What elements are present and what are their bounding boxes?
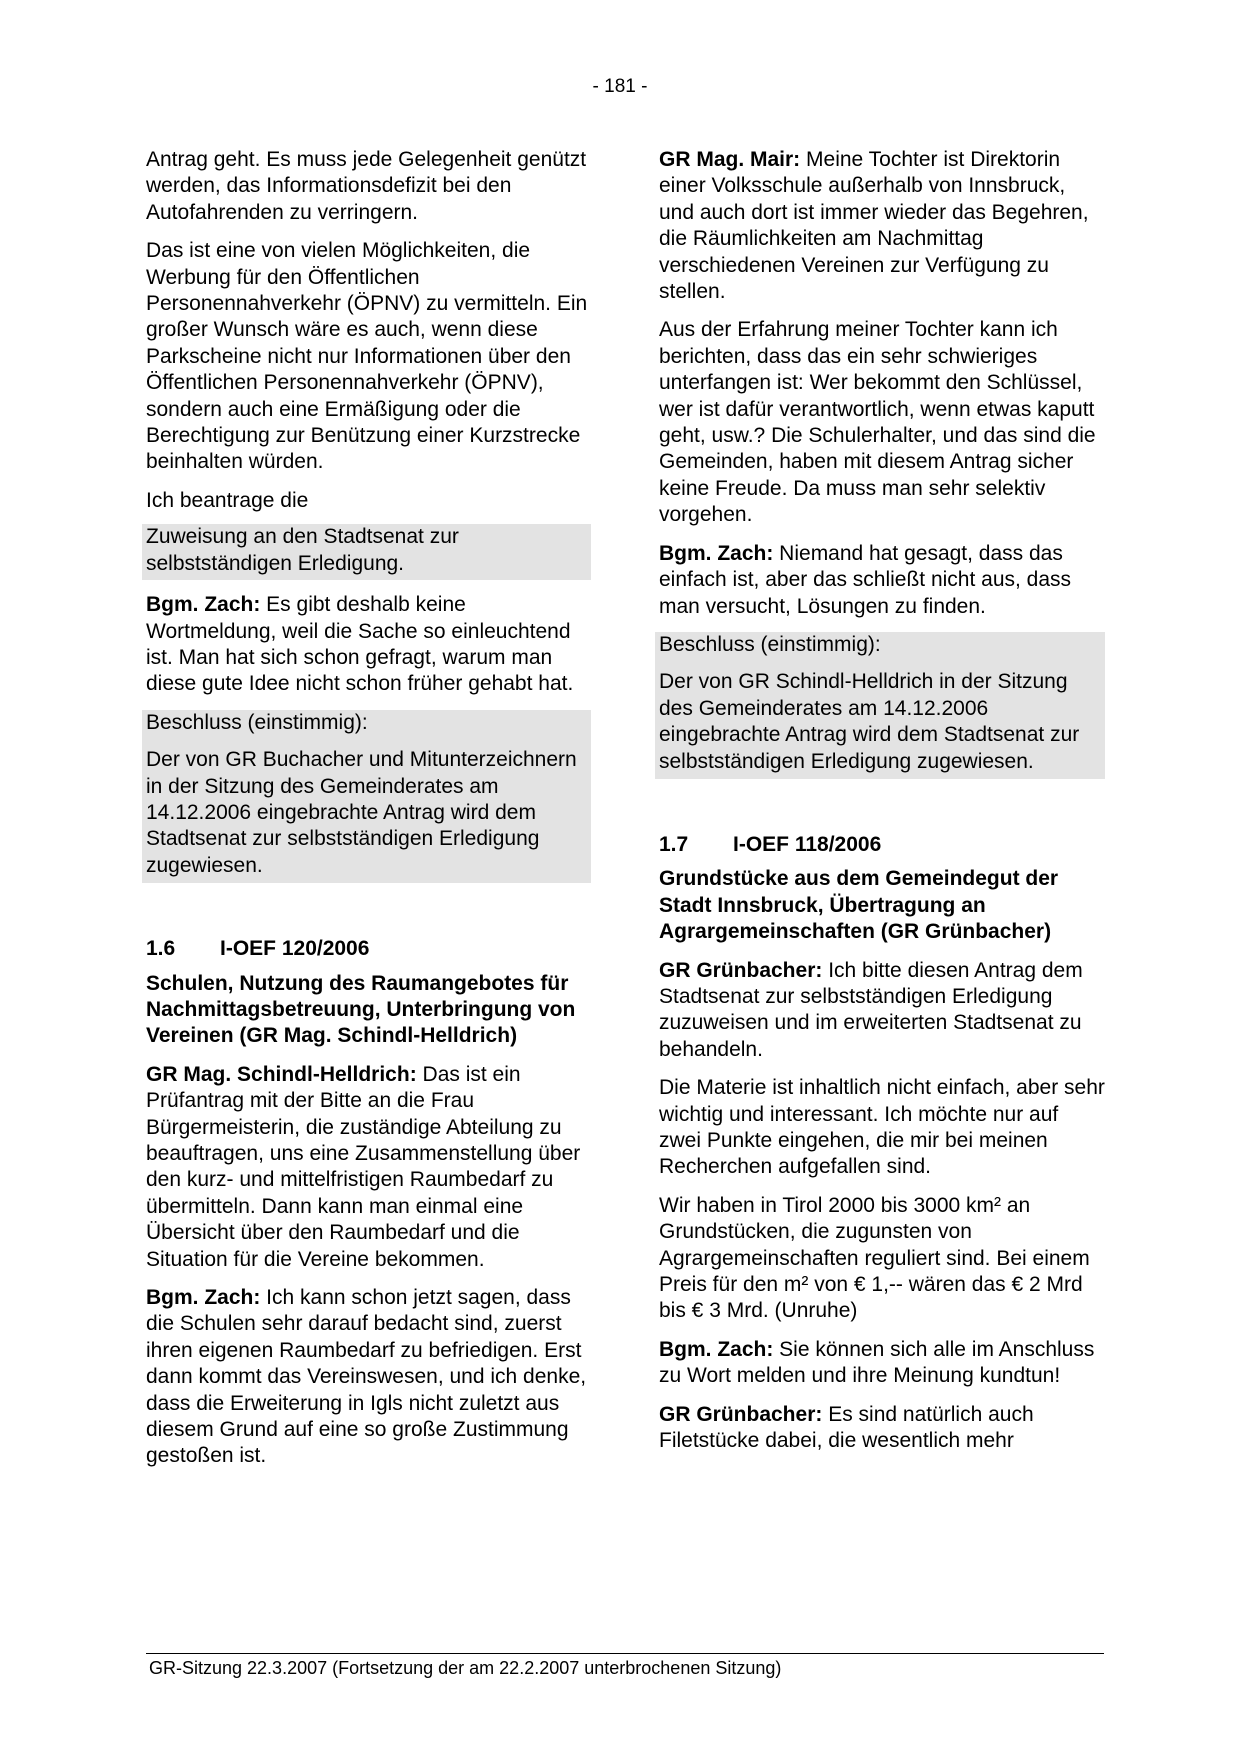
page-number: - 181 - (592, 76, 648, 97)
footer-divider (146, 1653, 1104, 1654)
motion-text: Zuweisung an den Stadtsenat zur selbstständigen Erledigung. (146, 525, 459, 575)
paragraph: Wir haben in Tirol 2000 bis 3000 km² an Grundstücken, die zugunsten von Agrargemeinschaften reguliert sind. Bei einem Preis für den m² von € 1,-- wären das € 2 Mrd bis € 3 Mrd. (Unruhe) (659, 1193, 1090, 1323)
agenda-item-code: I-OEF 120/2006 (220, 937, 370, 961)
speaker-name: GR Grünbacher: (659, 1402, 823, 1426)
motion-box (142, 524, 591, 580)
agenda-item-title: Schulen, Nutzung des Raumangebotes für Nachmittagsbetreuung, Unterbringung von Vereinen (GR Mag. Schindl-Helldrich) (146, 971, 576, 1048)
speech-paragraph (659, 541, 1105, 620)
speech-text: Sie können sich alle im Anschluss zu Wort melden und ihre Meinung kundtun! (659, 1337, 1095, 1388)
paragraph: Antrag geht. Es muss jede Gelegenheit genützt werden, das Informationsdefizit bei den Autofahrenden zu verringern. (146, 148, 587, 224)
speaker-name: Bgm. Zach: (146, 1286, 261, 1310)
resolution-label: Beschluss (einstimmig): (659, 632, 881, 656)
resolution-label: Beschluss (einstimmig): (146, 710, 368, 734)
paragraph: Aus der Erfahrung meiner Tochter kann ich berichten, dass das ein sehr schwieriges unterfangen ist: Wer bekommt den Schlüssel, wer ist dafür verantwortlich, wenn etwas kaputt geht, usw.? Die Schulerhalter, und das sind die Gemeinden, haben mit diesem Antrag sicher keine Freude. Da muss man sehr selektiv vorgehen. (659, 318, 1096, 527)
speech-text: Es sind natürlich auch Filetstücke dabei, die wesentlich mehr (659, 1402, 1034, 1453)
speech-text: Meine Tochter ist Direktorin einer Volksschule außerhalb von Innsbruck, und auch dort ist immer wieder das Begehren, die Räumlichkeiten am Nachmittag verschiedenen Vereinen zur Verfügung zu stellen. (659, 148, 1089, 304)
left-column (146, 147, 591, 1482)
speaker-name: Bgm. Zach: (659, 541, 774, 565)
resolution-text: Der von GR Schindl-Helldrich in der Sitzung des Gemeinderates am 14.12.2006 eingebrachte Antrag wird dem Stadtsenat zur selbstständigen Erledigung zugewiesen. (659, 670, 1080, 773)
speech-text: Niemand hat gesagt, dass das einfach ist, aber das schließt nicht aus, dass man versucht, Lösungen zu finden. (659, 541, 1072, 618)
speaker-name: GR Mag. Schindl-Helldrich: (146, 1062, 417, 1086)
paragraph: Das ist eine von vielen Möglichkeiten, die Werbung für den Öffentlichen Personennahverkehr (ÖPNV) zu vermitteln. Ein großer Wunsch wäre es auch, wenn diese Parkscheine nicht nur Informationen über den Öffentlichen Personennahverkehr (ÖPNV), sondern auch eine Ermäßigung oder die Berechtigung zur Benützung einer Kurzstrecke beinhalten würden. (146, 239, 588, 474)
speaker-name: GR Grünbacher: (659, 958, 823, 982)
resolution-box (655, 632, 1105, 779)
agenda-item-title: Grundstücke aus dem Gemeindegut der Stadt Innsbruck, Übertragung an Agrargemeinschaften (GR Grünbacher) (659, 867, 1059, 944)
agenda-item-code: I-OEF 118/2006 (733, 832, 882, 856)
resolution-text: Der von GR Buchacher und Mitunterzeichnern in der Sitzung des Gemeinderates am 14.12.2006 eingebrachte Antrag wird dem Stadtsenat zur selbstständigen Erledigung zugewiesen. (146, 748, 577, 877)
speech-paragraph (146, 592, 591, 698)
resolution-box (142, 710, 591, 883)
speech-text: Ich kann schon jetzt sagen, dass die Schulen sehr darauf bedacht sind, zuerst ihren eigenen Raumbedarf zu befriedigen. Erst dann kommt das Vereinswesen, und ich denke, dass die Erweiterung in Igls nicht zuletzt aus diesem Grund auf eine so große Zustimmung gestoßen ist. (146, 1286, 587, 1468)
speaker-name: Bgm. Zach: (659, 1337, 774, 1361)
page-footer: GR-Sitzung 22.3.2007 (Fortsetzung der am 22.2.2007 unterbrochenen Sitzung) (149, 1658, 782, 1678)
speech-paragraph (659, 958, 1105, 1064)
speech-text: Es gibt deshalb keine Wortmeldung, weil die Sache so einleuchtend ist. Man hat sich schon gefragt, warum man diese gute Idee nicht schon früher gehabt hat. (146, 593, 574, 696)
right-column (659, 147, 1105, 1466)
speech-paragraph (659, 147, 1105, 305)
speech-paragraph (659, 1337, 1105, 1390)
agenda-item-heading (146, 936, 591, 962)
paragraph: Die Materie ist inhaltlich nicht einfach, aber sehr wichtig und interessant. Ich möchte nur auf zwei Punkte eingehen, die mir bei meinen Recherchen aufgefallen sind. (659, 1076, 1105, 1179)
agenda-item-number: 1.6 (146, 937, 176, 961)
speaker-name: Bgm. Zach: (146, 593, 261, 617)
speech-text: Das ist ein Prüfantrag mit der Bitte an die Frau Bürgermeisterin, die zuständige Abteilung zu beauftragen, uns eine Zusammenstellung über den kurz- und mittelfristigen Raumbedarf zu übermitteln. Dann kann man einmal eine Übersicht über den Raumbedarf und die Situation für die Vereine bekommen. (146, 1062, 581, 1271)
speech-paragraph (659, 1402, 1105, 1455)
agenda-item-number: 1.7 (659, 832, 689, 856)
speech-text: Ich bitte diesen Antrag dem Stadtsenat zur selbstständigen Erledigung zuzuweisen und im erweiterten Stadtsenat zu behandeln. (659, 958, 1083, 1061)
speaker-name: GR Mag. Mair: (659, 148, 801, 171)
speech-paragraph (146, 1285, 591, 1470)
speech-paragraph (146, 1062, 591, 1273)
paragraph: Ich beantrage die (146, 488, 309, 512)
agenda-item-heading (659, 832, 1105, 858)
